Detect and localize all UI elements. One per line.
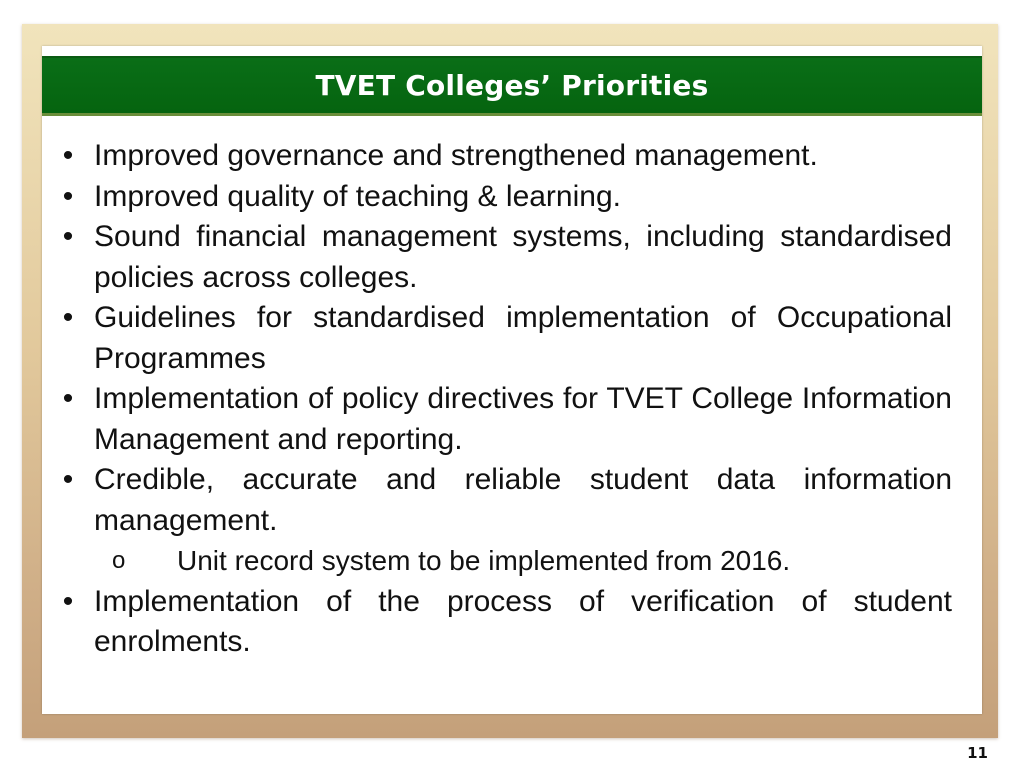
bullet-icon: • [62,382,74,415]
bullet-icon: • [62,179,74,213]
list-item-text: Implementation of the process of verification of student enrolments. [94,584,952,658]
list-item [58,217,952,298]
list-item [58,136,952,177]
title-bar [42,56,982,116]
list-item [58,298,952,379]
priorities-list [58,136,952,663]
list-item-text: Improved quality of teaching & learning. [94,179,621,213]
list-item [58,460,952,541]
slide-title: TVET Colleges’ Priorities [315,69,709,102]
list-item-text: Sound financial management systems, including standardised policies across colleges. [94,220,952,294]
bullet-icon: • [62,463,74,496]
bullet-icon: • [62,301,74,334]
bullet-icon: • [62,584,74,618]
page-number: 11 [967,744,988,762]
bullet-icon: • [62,139,74,172]
list-item-text: Credible, accurate and reliable student data information management. [94,463,952,537]
list-item [58,582,952,663]
list-item [58,177,952,218]
list-item-text: Implementation of policy directives for TVET College Information Management and reporting. [94,382,952,456]
sub-list-item-text: Unit record system to be implemented from 2016. [177,545,791,576]
sub-list-item [58,541,952,582]
list-item [58,379,952,460]
sub-bullet-icon: o [112,547,126,574]
list-item-text: Guidelines for standardised implementation of Occupational Programmes [94,301,952,375]
bullet-icon: • [62,220,74,253]
list-item-text: Improved governance and strengthened management. [94,139,818,172]
